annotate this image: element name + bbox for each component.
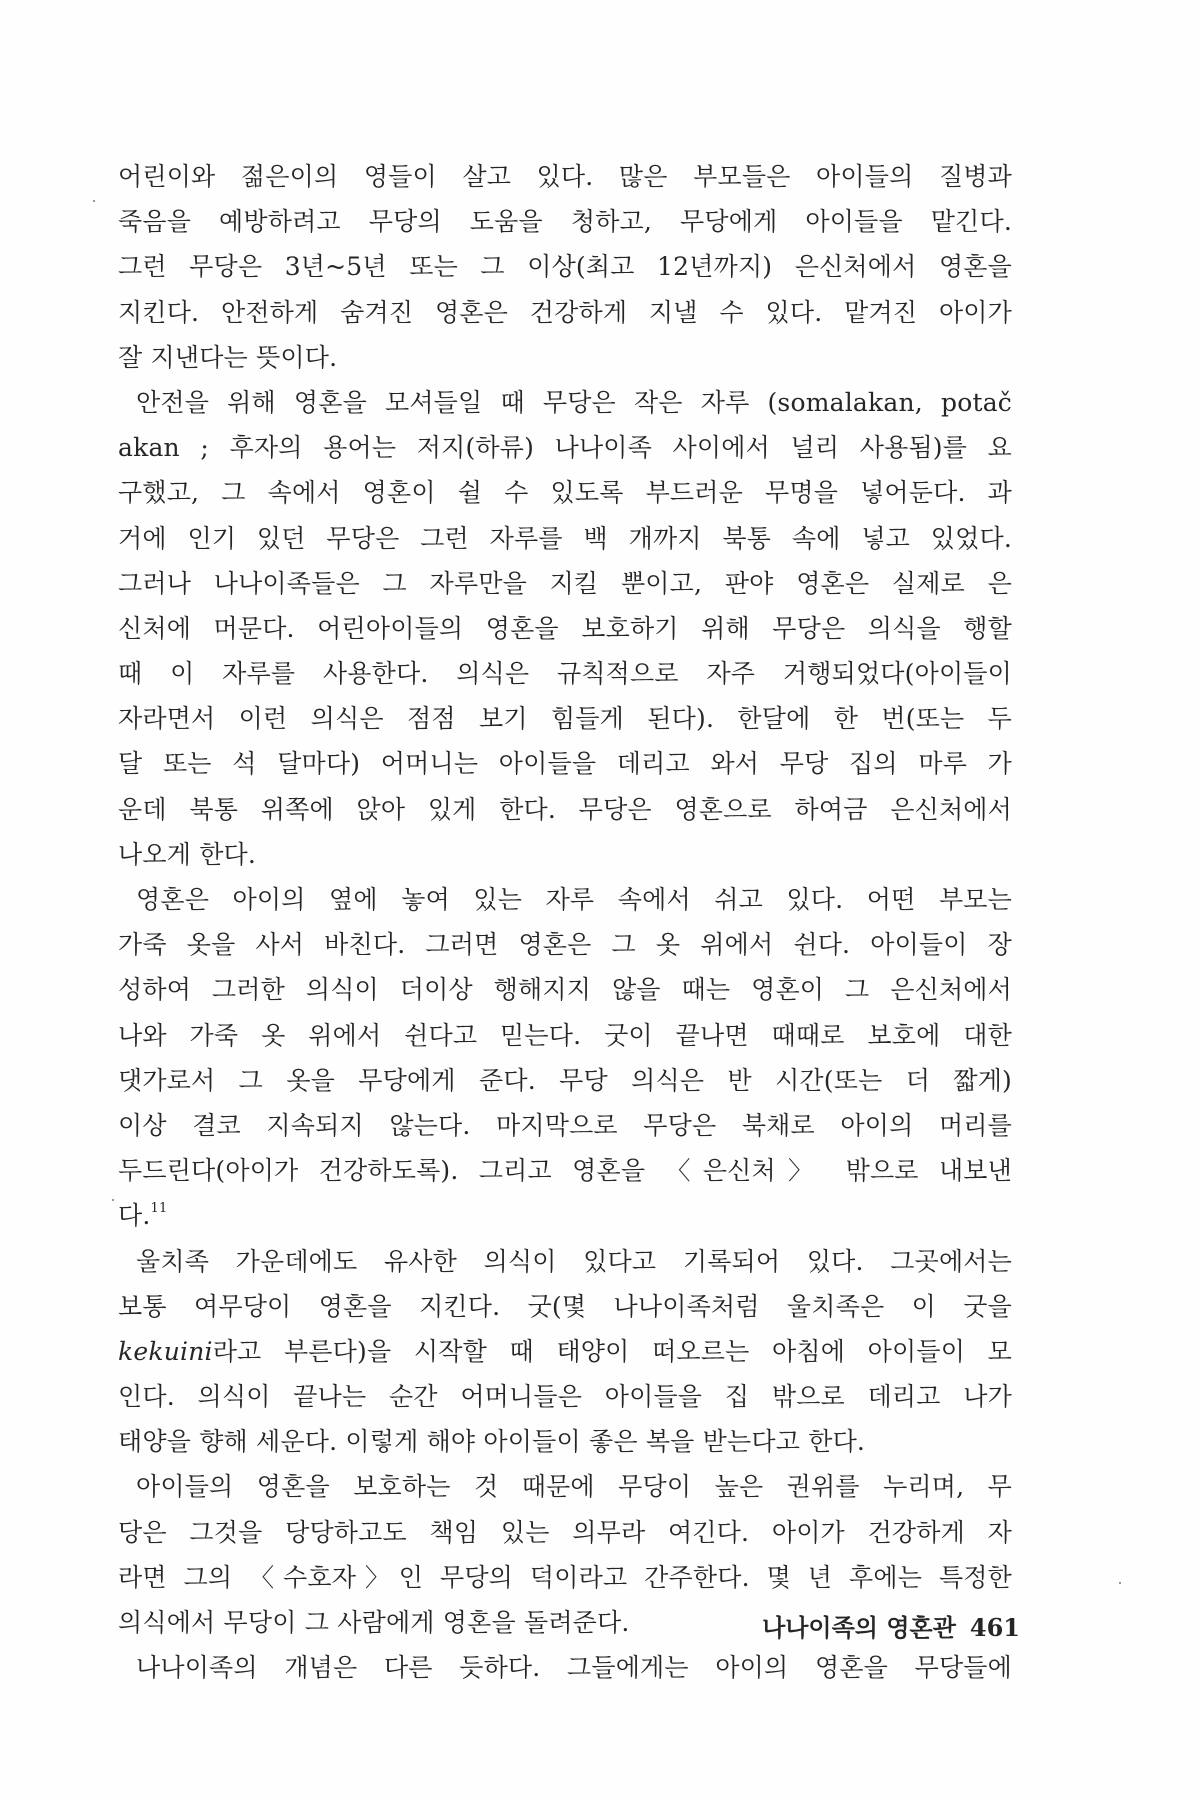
text-line: 잘 지낸다는 뜻이다. (118, 342, 338, 372)
text-line: 신처에 머문다. 어린아이들의 영혼을 보호하기 위해 무당은 의식을 행할 (118, 613, 1012, 643)
footnote-marker: 11 (150, 1201, 168, 1217)
text-line: 라면 그의 〈수호자〉인 무당의 덕이라고 간주한다. 몇 년 후에는 특정한 (118, 1562, 1012, 1592)
text-line: 태양을 향해 세운다. 이렇게 해야 아이들이 좋은 복을 받는다고 한다. (118, 1427, 866, 1457)
print-speck (112, 1199, 114, 1201)
text-line: akan ; 후자의 용어는 저지(하류) 나나이족 사이에서 널리 사용됨)를 요 (118, 433, 1012, 463)
text-line (118, 1193, 1012, 1238)
italic-term: kekuini (118, 1336, 213, 1366)
page-footer (680, 1608, 1020, 1648)
text-line: 가죽 옷을 사서 바친다. 그러면 영혼은 그 옷 위에서 쉰다. 아이들이 장 (118, 930, 1012, 960)
text-line: 보통 여무당이 영혼을 지킨다. 굿(몇 나나이족처럼 울치족은 이 굿을 (118, 1291, 1012, 1321)
text-line: 거에 인기 있던 무당은 그런 자루를 백 개까지 북통 속에 넣고 있었다. (118, 523, 1012, 553)
text-line: 자라면서 이런 의식은 점점 보기 힘들게 된다). 한달에 한 번(또는 두 (118, 704, 1012, 734)
text-line: 운데 북통 위쪽에 앉아 있게 한다. 무당은 영혼으로 하여금 은신처에서 (118, 794, 1012, 824)
page-number: 461 (969, 1613, 1020, 1642)
text-line: 구했고, 그 속에서 영혼이 쉴 수 있도록 부드러운 무명을 넣어둔다. 과 (118, 478, 1012, 508)
print-speck (93, 200, 95, 202)
text-line: 이상 결코 지속되지 않는다. 마지막으로 무당은 북채로 아이의 머리를 (118, 1110, 1012, 1140)
running-title: 나나이족의 영혼관 (762, 1613, 956, 1642)
text-line: 지킨다. 안전하게 숨겨진 영혼은 건강하게 지낼 수 있다. 맡겨진 아이가 (118, 297, 1012, 327)
text-line: 영혼은 아이의 옆에 놓여 있는 자루 속에서 쉬고 있다. 어떤 부모는 (136, 885, 1012, 914)
text-line: 나나이족의 개념은 다른 듯하다. 그들에게는 아이의 영혼을 무당들에 (136, 1653, 1012, 1683)
text-line: 때 이 자루를 사용한다. 의식은 규칙적으로 자주 거행되었다(아이들이 (118, 659, 1012, 689)
text-line: 달 또는 석 달마다) 어머니는 아이들을 데리고 와서 무당 집의 마루 가 (118, 749, 1012, 779)
text-line: 어린이와 젊은이의 영들이 살고 있다. 많은 부모들은 아이들의 질병과 (118, 162, 1012, 191)
text-line: 아이들의 영혼을 보호하는 것 때문에 무당이 높은 권위를 누리며, 무 (136, 1472, 1012, 1502)
text-line: 인다. 의식이 끝나는 순간 어머니들은 아이들을 집 밖으로 데리고 나가 (118, 1382, 1012, 1412)
text-line (118, 1329, 1012, 1374)
text-line: 나와 가죽 옷 위에서 쉰다고 믿는다. 굿이 끝나면 때때로 보호에 대한 (118, 1020, 1012, 1050)
line-text: 다. (118, 1201, 151, 1231)
line-text: 라고 부른다)을 시작할 때 태양이 떠오르는 아침에 아이들이 모 (212, 1336, 1012, 1366)
text-line: 그러나 나나이족들은 그 자루만을 지킬 뿐이고, 판야 영혼은 실제로 은 (118, 568, 1012, 598)
text-line: 두드린다(아이가 건강하도록). 그리고 영혼을 〈은신처〉 밖으로 내보낸 (118, 1156, 1012, 1186)
text-line: 당은 그것을 당당하고도 책임 있는 의무라 여긴다. 아이가 건강하게 자 (118, 1517, 1012, 1547)
text-line: 댓가로서 그 옷을 무당에게 준다. 무당 의식은 반 시간(또는 더 짧게) (118, 1065, 1012, 1095)
text-line: 나오게 한다. (118, 839, 257, 869)
text-line: 울치족 가운데에도 유사한 의식이 있다고 기록되어 있다. 그곳에서는 (136, 1246, 1012, 1276)
text-line: 성하여 그러한 의식이 더이상 행해지지 않을 때는 영혼이 그 은신처에서 (118, 975, 1012, 1005)
text-line: 죽음을 예방하려고 무당의 도움을 청하고, 무당에게 아이들을 맡긴다. (118, 207, 1012, 237)
text-line: 의식에서 무당이 그 사람에게 영혼을 돌려준다. (118, 1608, 630, 1637)
body-text (118, 154, 1012, 1690)
print-speck (1119, 1582, 1121, 1584)
text-line: 안전을 위해 영혼을 모셔들일 때 무당은 작은 자루 (somalakan, potač (136, 387, 1012, 417)
text-line: 그런 무당은 3년~5년 또는 그 이상(최고 12년까지) 은신처에서 영혼을 (118, 252, 1012, 282)
